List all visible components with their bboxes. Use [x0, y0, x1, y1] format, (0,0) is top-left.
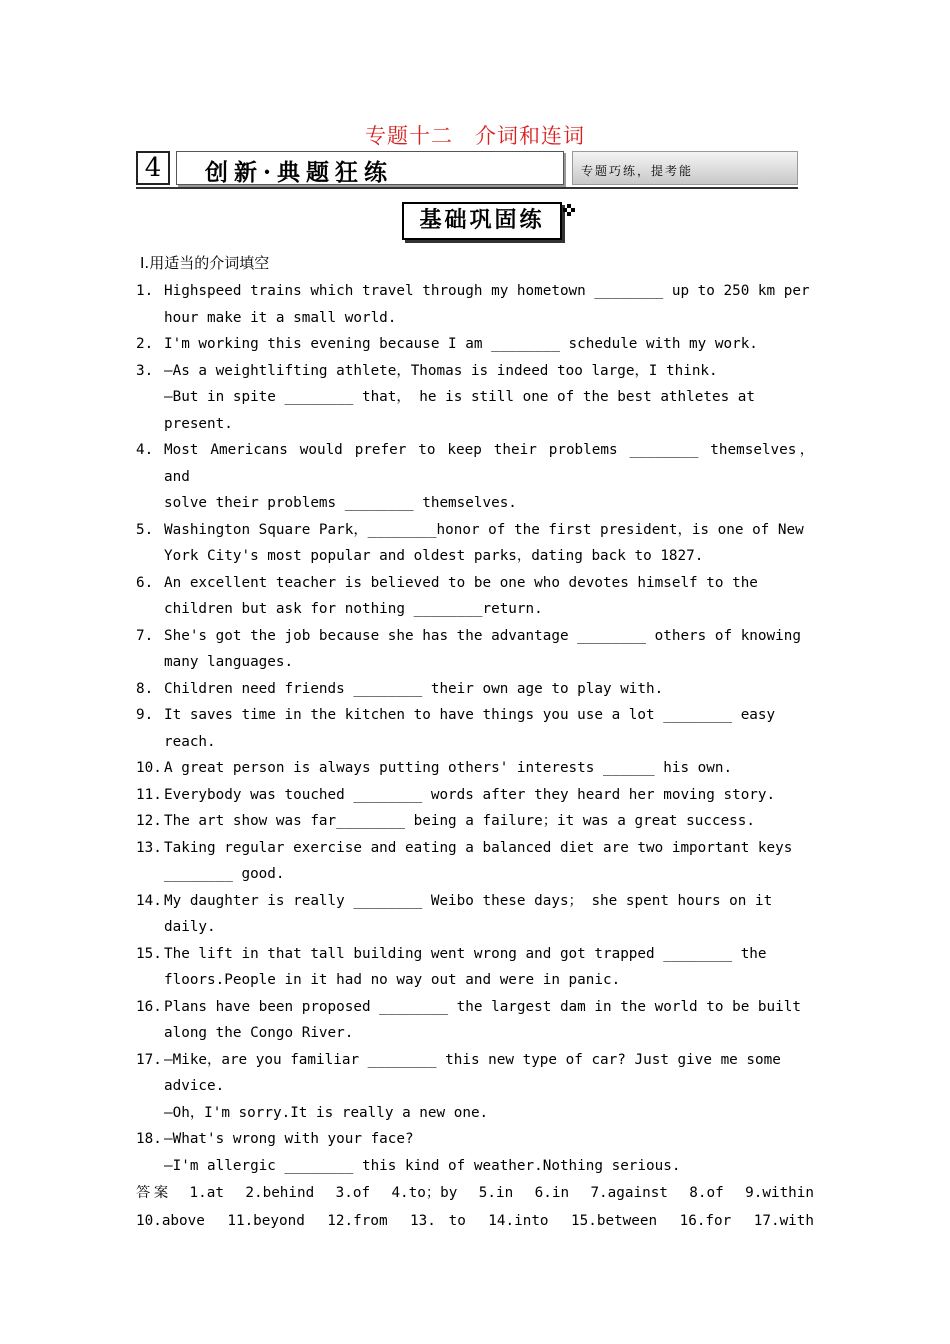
question-item [136, 782, 814, 809]
question-number: 8. [136, 680, 154, 697]
question-line: —Oh，I'm sorry.It is really a new one. [164, 1104, 489, 1121]
question-number: 1. [136, 283, 154, 299]
question-line: ________ good. [164, 866, 285, 882]
question-number: 18. [136, 1131, 162, 1147]
question-line: children but ask for nothing ________return. [164, 601, 543, 617]
answer-line: 答案 1.at 2.behind 3.of 4.to；by 5.in 6.in 7.against 8.of 9.within [136, 1185, 814, 1201]
question-number: 7. [136, 627, 154, 644]
question-item [136, 835, 814, 888]
banner-number: 4 [136, 151, 170, 185]
question-number: 12. [136, 813, 162, 829]
question-line: hour make it a small world. [164, 309, 397, 326]
question-line: many languages. [164, 654, 294, 670]
question-line: York City's most popular and oldest parks，dating back to 1827. [164, 548, 704, 564]
question-line: An excellent teacher is believed to be one who devotes himself to the [164, 574, 758, 591]
question-line: daily. [164, 919, 216, 935]
question-line: Plans have been proposed ________ the largest dam in the world to be built [164, 998, 801, 1015]
answer-line: 10.above 11.beyond 12.from 13. to 14.into 15.between 16.for 17.with [136, 1213, 814, 1229]
section-title: 基础巩固练 [402, 202, 562, 240]
question-number: 4. [136, 442, 154, 458]
question-line: along the Congo River. [164, 1025, 354, 1041]
question-item [136, 702, 814, 755]
answer-key [136, 1179, 814, 1235]
question-item [136, 278, 814, 331]
question-line: Children need friends ________ their own age to play with. [164, 680, 664, 697]
question-item [136, 994, 814, 1047]
question-line: Highspeed trains which travel through my hometown ________ up to 250 km per [164, 283, 810, 299]
question-item [136, 1126, 814, 1179]
question-line: floors.People in it had no way out and were in panic. [164, 972, 621, 988]
banner-right-text: 专题巧练，提考能 [580, 164, 693, 178]
question-line: —What's wrong with your face? [164, 1131, 414, 1147]
question-line: It saves time in the kitchen to have things you use a lot ________ easy [164, 707, 776, 723]
banner-left-text: 创新·典题狂练 [205, 159, 394, 186]
question-item [136, 517, 814, 570]
question-line: I'm working this evening because I am ________ schedule with my work. [164, 336, 758, 352]
question-item [136, 888, 814, 941]
question-line: Most Americans would prefer to keep their problems ________ themselves， and [164, 442, 814, 485]
question-line: present. [164, 415, 233, 432]
question-number: 10. [136, 760, 162, 776]
question-number: 14. [136, 892, 162, 909]
banner-left-panel [176, 151, 564, 185]
banner-right-panel [572, 151, 798, 185]
question-item [136, 1047, 814, 1127]
question-list [136, 278, 814, 1235]
question-item [136, 755, 814, 782]
question-item [136, 941, 814, 994]
question-item [136, 623, 814, 676]
question-number: 17. [136, 1051, 162, 1068]
question-item [136, 437, 814, 517]
banner-underline [136, 187, 798, 189]
question-item [136, 358, 814, 438]
question-line: —But in spite ________ that， he is still one of the best athletes at [164, 389, 755, 405]
part-heading: Ⅰ.用适当的介词填空 [140, 254, 270, 272]
question-item [136, 808, 814, 835]
question-number: 2. [136, 336, 154, 352]
question-line: My daughter is really ________ Weibo these days； she spent hours on it [164, 892, 773, 909]
question-line: advice. [164, 1078, 225, 1094]
question-line: The art show was far________ being a failure；it was a great success. [164, 813, 755, 829]
question-line: The lift in that tall building went wrong and got trapped ________ the [164, 945, 767, 962]
question-line: reach. [164, 733, 216, 750]
question-number: 16. [136, 998, 162, 1015]
question-number: 15. [136, 945, 162, 962]
question-number: 5. [136, 521, 154, 538]
question-number: 6. [136, 574, 154, 591]
question-item [136, 676, 814, 703]
question-line: A great person is always putting others' interests ______ his own. [164, 760, 733, 776]
question-line: Washington Square Park，________honor of the first president，is one of New [164, 521, 804, 538]
question-number: 9. [136, 707, 154, 723]
question-line: Taking regular exercise and eating a balanced diet are two important keys [164, 839, 793, 856]
question-number: 3. [136, 362, 154, 379]
page-title: 专题十二 介词和连词 [365, 124, 585, 148]
question-line: —I'm allergic ________ this kind of weather.Nothing serious. [164, 1157, 681, 1174]
question-line: solve their problems ________ themselves. [164, 495, 517, 511]
question-number: 11. [136, 786, 162, 803]
question-item [136, 570, 814, 623]
decorative-squares-icon [563, 204, 575, 216]
section-banner [136, 150, 798, 188]
question-line: She's got the job because she has the advantage ________ others of knowing [164, 627, 801, 644]
question-item [136, 331, 814, 358]
question-line: —Mike，are you familiar ________ this new type of car? Just give me some [164, 1051, 781, 1068]
question-number: 13. [136, 839, 162, 856]
question-line: Everybody was touched ________ words after they heard her moving story. [164, 786, 776, 803]
question-line: —As a weightlifting athlete，Thomas is indeed too large，I think. [164, 362, 718, 379]
